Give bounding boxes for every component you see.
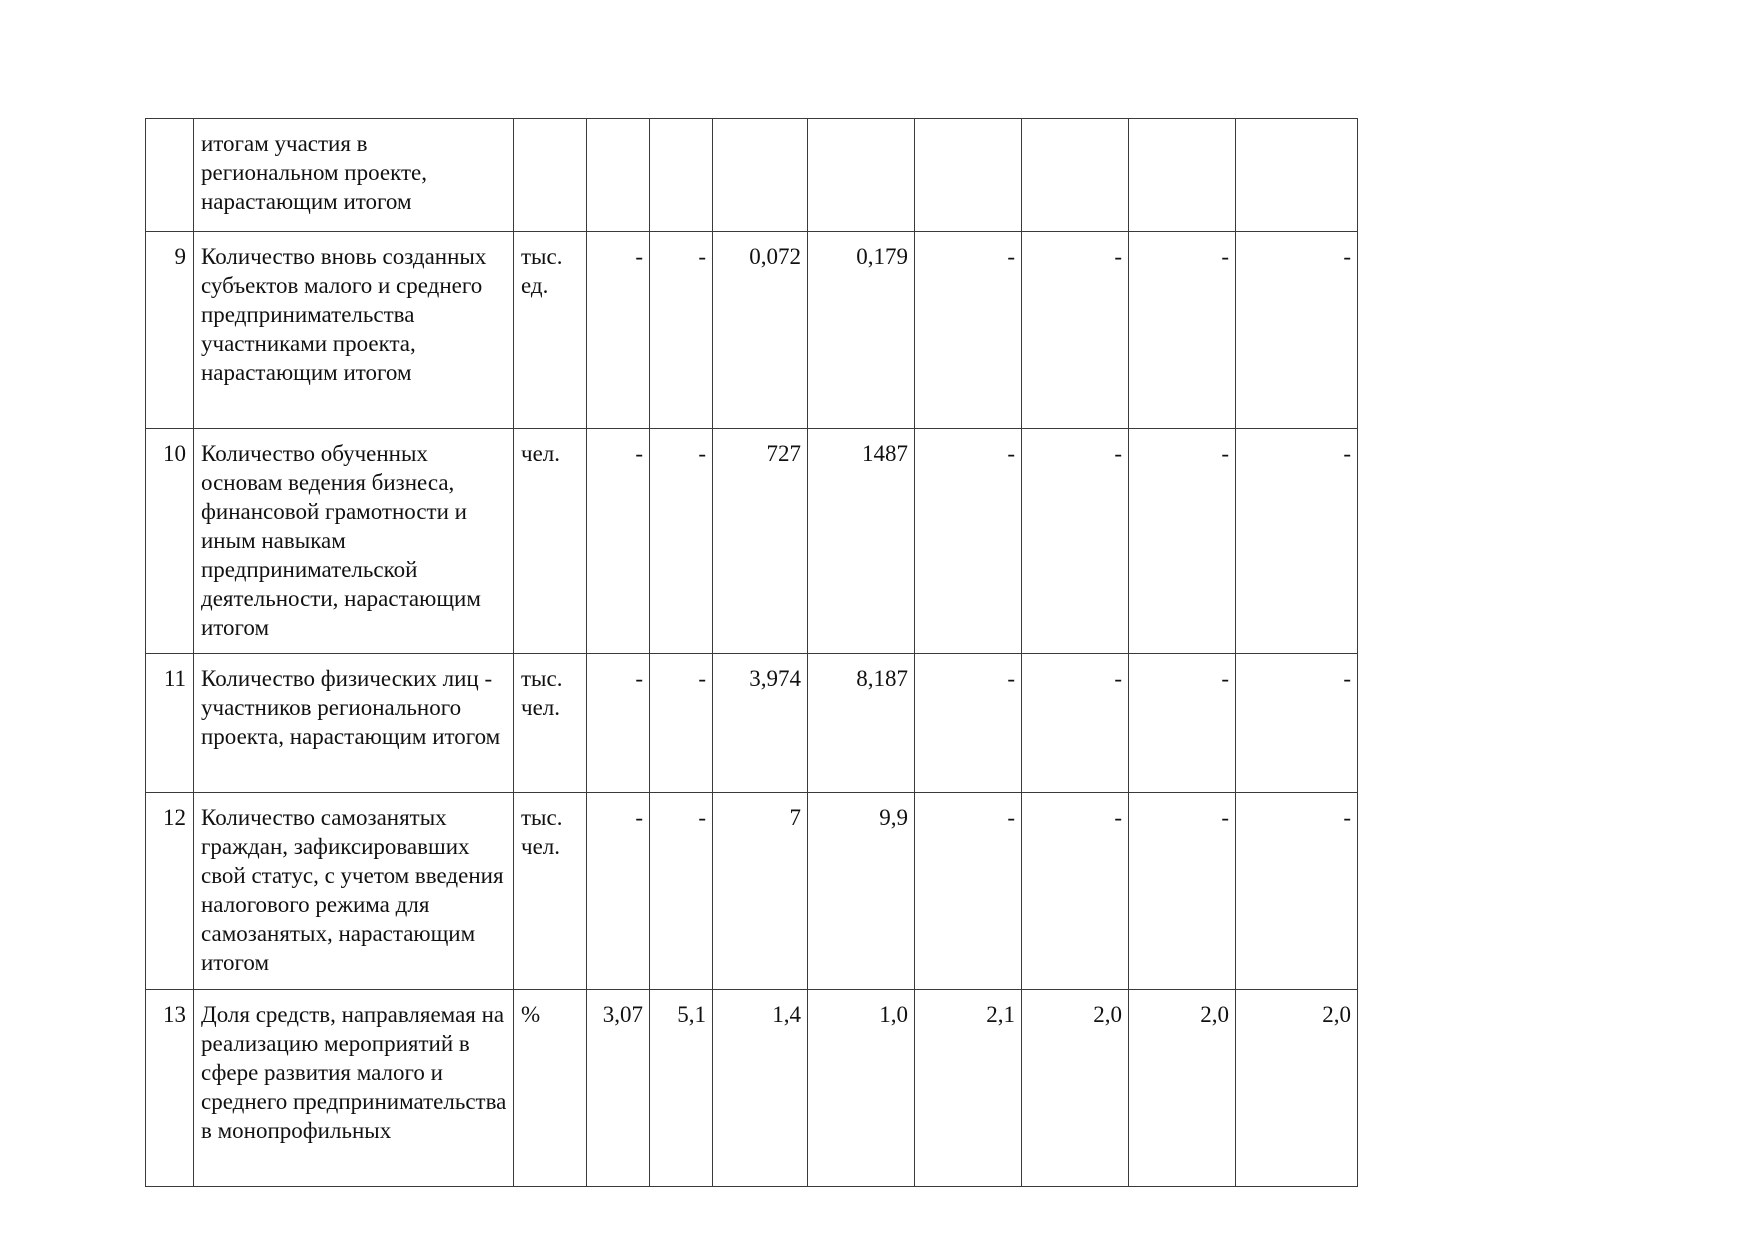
row-number: 9	[146, 232, 194, 429]
value-cell: 2,1	[915, 990, 1022, 1187]
value-cell: -	[650, 793, 713, 990]
value-cell: -	[1129, 429, 1236, 654]
value-cell: -	[915, 654, 1022, 793]
value-cell: 1487	[808, 429, 915, 654]
unit-cell: тыс. ед.	[514, 232, 587, 429]
indicator-description: Доля средств, направляемая на реализацию мероприятий в сфере развития малого и среднего предпринимательства в монопрофильных	[194, 990, 514, 1187]
value-cell: 1,4	[713, 990, 808, 1187]
row-number: 12	[146, 793, 194, 990]
value-cell	[1022, 119, 1129, 232]
value-cell: 2,0	[1236, 990, 1358, 1187]
row-number: 11	[146, 654, 194, 793]
indicator-description: Количество вновь созданных субъектов малого и среднего предпринимательства участниками проекта, нарастающим итогом	[194, 232, 514, 429]
value-cell	[587, 119, 650, 232]
value-cell: 0,179	[808, 232, 915, 429]
value-cell: -	[1129, 654, 1236, 793]
value-cell	[713, 119, 808, 232]
value-cell: 3,07	[587, 990, 650, 1187]
value-cell: 2,0	[1129, 990, 1236, 1187]
value-cell: -	[1022, 232, 1129, 429]
row-number	[146, 119, 194, 232]
value-cell: -	[1022, 793, 1129, 990]
value-cell	[808, 119, 915, 232]
value-cell	[1129, 119, 1236, 232]
value-cell: 3,974	[713, 654, 808, 793]
value-cell: -	[1236, 793, 1358, 990]
unit-cell: чел.	[514, 429, 587, 654]
table-row	[146, 429, 1358, 654]
indicator-description: итогам участия в региональном проекте, нарастающим итогом	[194, 119, 514, 232]
value-cell	[1236, 119, 1358, 232]
table-row	[146, 793, 1358, 990]
unit-cell	[514, 119, 587, 232]
value-cell: -	[650, 232, 713, 429]
value-cell: -	[587, 429, 650, 654]
table-row	[146, 990, 1358, 1187]
value-cell: 0,072	[713, 232, 808, 429]
unit-cell: %	[514, 990, 587, 1187]
value-cell: -	[915, 429, 1022, 654]
value-cell: -	[1022, 429, 1129, 654]
value-cell: -	[587, 654, 650, 793]
value-cell: 7	[713, 793, 808, 990]
value-cell: -	[1129, 232, 1236, 429]
indicator-description: Количество обученных основам ведения бизнеса, финансовой грамотности и иным навыкам предпринимательской деятельности, нарастающим итогом	[194, 429, 514, 654]
value-cell: 2,0	[1022, 990, 1129, 1187]
unit-cell: тыс. чел.	[514, 654, 587, 793]
value-cell: 9,9	[808, 793, 915, 990]
table-row	[146, 654, 1358, 793]
indicators-table	[145, 118, 1358, 1187]
value-cell: -	[1236, 654, 1358, 793]
unit-cell: тыс. чел.	[514, 793, 587, 990]
value-cell	[915, 119, 1022, 232]
value-cell: -	[650, 654, 713, 793]
indicator-description: Количество физических лиц - участников регионального проекта, нарастающим итогом	[194, 654, 514, 793]
value-cell	[650, 119, 713, 232]
row-number: 13	[146, 990, 194, 1187]
value-cell: -	[587, 232, 650, 429]
value-cell: -	[915, 232, 1022, 429]
table-row	[146, 119, 1358, 232]
value-cell: -	[587, 793, 650, 990]
row-number: 10	[146, 429, 194, 654]
indicator-description: Количество самозанятых граждан, зафиксировавших свой статус, с учетом введения налогового режима для самозанятых, нарастающим итогом	[194, 793, 514, 990]
value-cell: -	[1236, 232, 1358, 429]
value-cell: 1,0	[808, 990, 915, 1187]
table-row	[146, 232, 1358, 429]
value-cell: -	[1236, 429, 1358, 654]
value-cell: 5,1	[650, 990, 713, 1187]
value-cell: -	[650, 429, 713, 654]
value-cell: -	[1022, 654, 1129, 793]
value-cell: 727	[713, 429, 808, 654]
value-cell: 8,187	[808, 654, 915, 793]
value-cell: -	[1129, 793, 1236, 990]
value-cell: -	[915, 793, 1022, 990]
